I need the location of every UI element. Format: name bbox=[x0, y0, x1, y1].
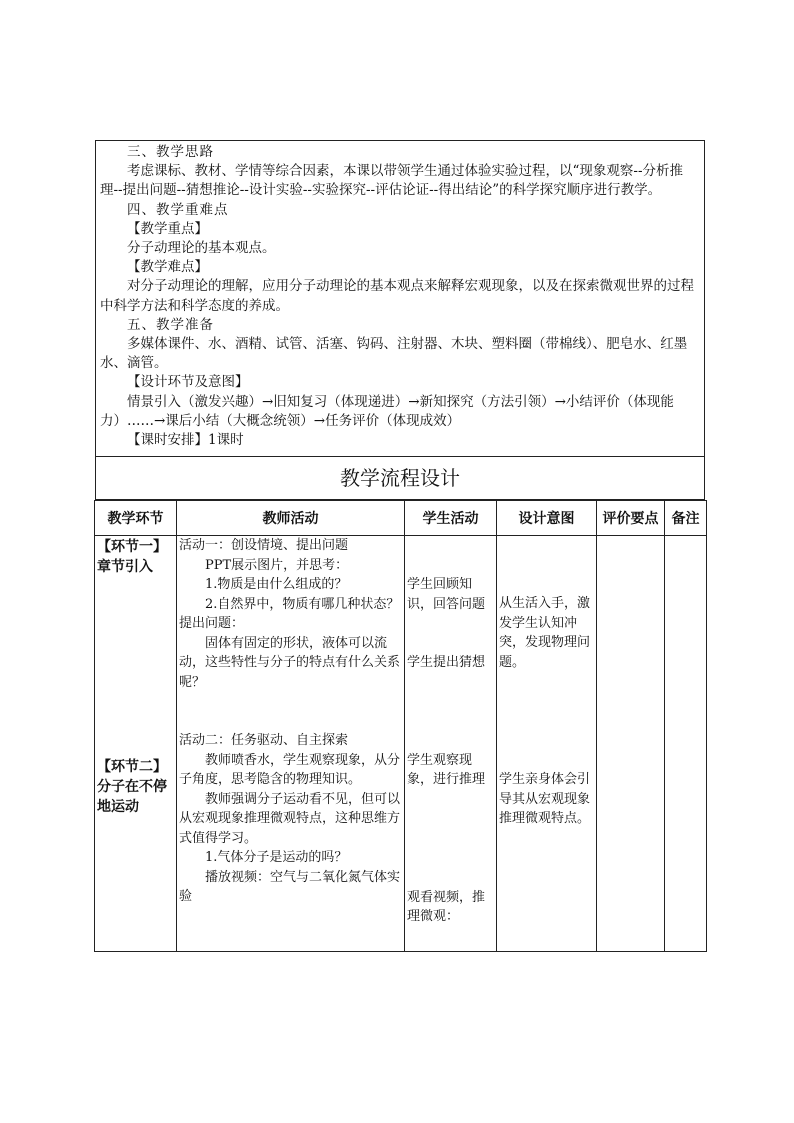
design-body: 情景引入（激发兴趣）→旧知复习（体现递进）→新知探究（方法引领）→小结评价（体现能力）……→课后小结（大概念统领）→任务评价（体现成效） bbox=[100, 393, 674, 429]
stage-one: 【环节一】章节引入 bbox=[97, 539, 167, 576]
table-header-row bbox=[95, 501, 707, 536]
section-preparation-title: 五、教学准备 bbox=[127, 316, 214, 333]
design-label: 【设计环节及意图】 bbox=[127, 374, 249, 391]
teaching-flow-table bbox=[94, 500, 707, 952]
teacher-text: 2.自然界中，物质有哪几种状态？ bbox=[205, 596, 400, 612]
preparation-body: 多媒体课件、水、酒精、试管、活塞、钩码、注射器、木块、塑料圈（带棉线）、肥皂水、红墨水、滴管。 bbox=[100, 336, 688, 372]
class-hours: 【课时安排】1课时 bbox=[127, 432, 244, 449]
teacher-text: 提出问题： bbox=[179, 616, 245, 632]
intent-text: 从生活入手，激发学生认知冲突，发现物理问题。 bbox=[499, 596, 591, 670]
student-text: 学生提出猜想 bbox=[407, 655, 486, 671]
teacher-text: 1.气体分子是运动的吗？ bbox=[205, 850, 348, 866]
document-page bbox=[95, 140, 705, 952]
teacher-text: 教师喷香水，学生观察现象，从分子角度，思考隐含的物理知识。 bbox=[179, 752, 401, 788]
teacher-text: 播放视频：空气与二氧化氮气体实验 bbox=[179, 869, 401, 905]
teacher-text: 固体有固定的形状，液体可以流动，这些特性与分子的特点有什么关系呢？ bbox=[179, 635, 401, 690]
flow-design-title: 教学流程设计 bbox=[96, 456, 704, 499]
table-row bbox=[95, 536, 707, 952]
student-text: 学生观察现象，进行推理 bbox=[407, 752, 486, 788]
student-activity-column bbox=[405, 536, 497, 952]
evaluation-column bbox=[597, 536, 665, 952]
key-point-body: 分子动理论的基本观点。 bbox=[127, 240, 276, 257]
teacher-text: 教师强调分子运动看不见，但可以从宏观现象推理微观特点，这种思维方式值得学习。 bbox=[179, 791, 401, 846]
difficulty-body: 对分子动理论的理解，应用分子动理论的基本观点来解释宏观现象，以及在探索微观世界的过程中科学方法和科学态度的养成。 bbox=[100, 278, 694, 314]
header-design-intent: 设计意图 bbox=[497, 501, 597, 536]
student-text: 学生回顾知识，回答问题 bbox=[407, 577, 486, 612]
intent-text: 学生亲身体会引导其从宏观现象推理微观特点。 bbox=[499, 772, 591, 827]
teaching-approach-body: 考虑课标、教材、学情等综合因素，本课以带领学生通过体验实验过程，以“现象观察--分析推理--提出问题--猜想推论--设计实验--实验探究--评估论证--得出结论”的科学探究顺序进行教学。 bbox=[100, 163, 684, 199]
header-evaluation-points: 评价要点 bbox=[597, 501, 665, 536]
teacher-text: PPT展示图片，并思考： bbox=[205, 557, 349, 573]
key-point-label: 【教学重点】 bbox=[127, 220, 208, 237]
intro-section bbox=[96, 141, 704, 456]
teacher-text: 活动二：任务驱动、自主探索 bbox=[179, 733, 349, 749]
teacher-text: 1.物质是由什么组成的？ bbox=[205, 577, 348, 593]
section-key-points-title: 四、教学重难点 bbox=[127, 201, 229, 218]
section-teaching-approach-title: 三、教学思路 bbox=[127, 144, 214, 160]
design-intent-column bbox=[497, 536, 597, 952]
header-teacher-activity: 教师活动 bbox=[177, 501, 405, 536]
teacher-text: 活动一：创设情境、提出问题 bbox=[179, 538, 349, 554]
student-text: 观看视频，推理微观： bbox=[407, 889, 486, 925]
stage-two: 【环节二】分子在不停地运动 bbox=[97, 759, 167, 816]
lesson-plan-frame bbox=[95, 140, 705, 500]
notes-column bbox=[665, 536, 707, 952]
header-stage: 教学环节 bbox=[95, 501, 177, 536]
header-notes: 备注 bbox=[665, 501, 707, 536]
teacher-activity-column bbox=[177, 536, 405, 952]
header-student-activity: 学生活动 bbox=[405, 501, 497, 536]
stage-column bbox=[95, 536, 177, 952]
difficulty-label: 【教学难点】 bbox=[127, 259, 208, 276]
